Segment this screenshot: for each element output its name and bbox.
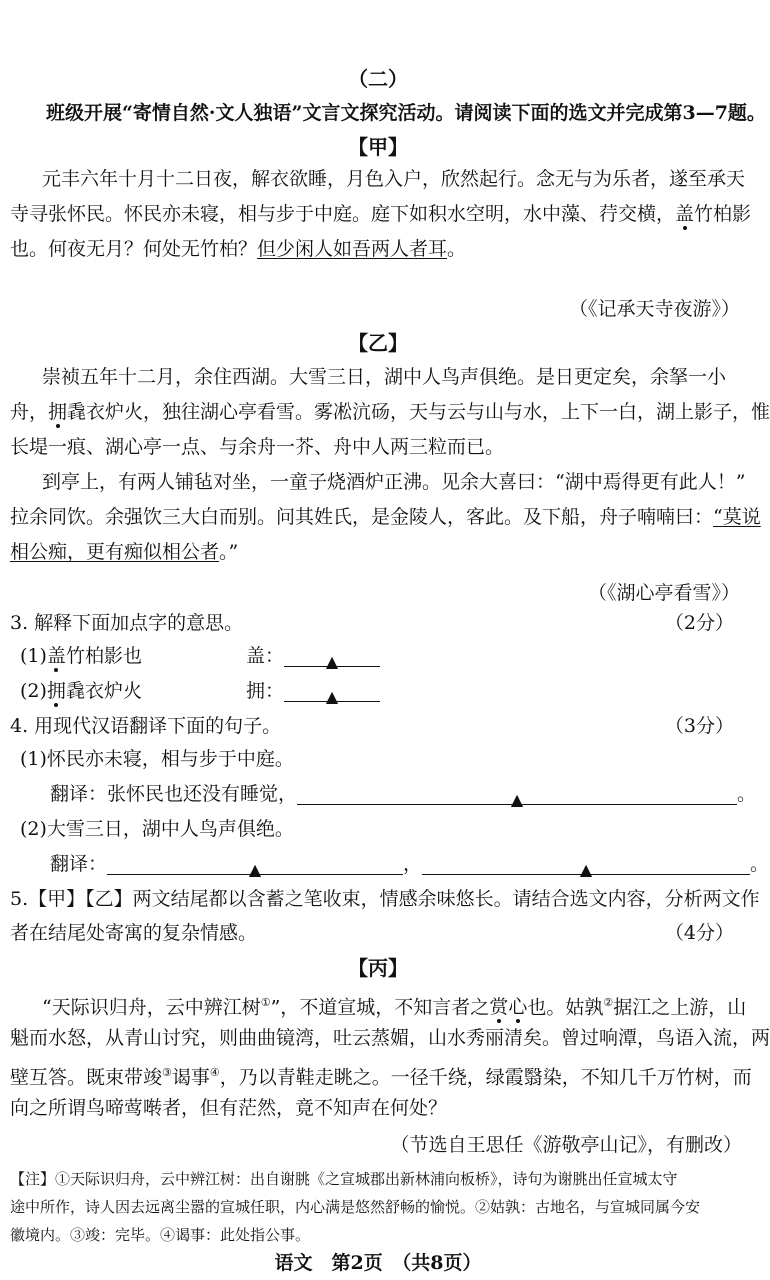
bing-line-3: 壁互答。既束带竣③谒事④，乃以青鞋走眺之。一径千绕，绿霞翳染，不知几千万竹树，而 [10, 1066, 752, 1089]
q4-item-2: (2)大雪三日，湖中人鸟声俱绝。 [20, 818, 294, 840]
q5-line-2: 者在结尾处寄寓的复杂情感。 （4分） [10, 922, 734, 944]
bing-line-4: 向之所谓鸟啼莺啭者，但有茫然，竟不知声在何处？ [10, 1097, 448, 1119]
bing-title: 【丙】 [348, 956, 408, 980]
yi-line-3: 长堤一痕、湖心亭一点、与余舟一芥、舟中人两三粒而已。 [10, 436, 505, 458]
note-line-3: 徽境内。③竣：完毕。④谒事：此处指公事。 [10, 1226, 311, 1244]
jia-source: （《记承天寺夜游》） [568, 298, 740, 320]
q4-stem: 4. 用现代汉语翻译下面的句子。 （3分） [10, 715, 734, 737]
bing-line-2: 魁而水怒，从青山讨究，则曲曲镜湾，吐云蒸媚，山水秀丽清矣。曾过响潭，鸟语入流，两 [10, 1027, 770, 1049]
q5-points: （4分） [664, 922, 734, 944]
q4-translate-1: 翻译：张怀民也还没有睡觉， ▲ 。 [50, 783, 757, 809]
section-title: （二） [348, 67, 408, 91]
yi-source: （《湖心亭看雪》） [587, 582, 740, 604]
q3-item-2: (2)拥毳衣炉火 拥： ▲ [20, 678, 756, 704]
q4-points: （3分） [664, 715, 734, 737]
q3-answer-blank-2[interactable]: ▲ [284, 683, 380, 702]
bing-line-1: “天际识归舟，云中辨江树①”，不道宣城，不知言者之赏心也。姑孰②据江之上游，山 [42, 996, 747, 1019]
dotted-char-gai: 盖 [675, 203, 695, 225]
jia-line-2: 寺寻张怀民。怀民亦未寝，相与步于中庭。庭下如积水空明，水中藻、荇交横，盖竹柏影 [10, 203, 752, 225]
underlined-sentence-jia: 但少闲人如吾两人者耳 [257, 238, 448, 260]
intro-text: 班级开展“寄情自然·文人独语”文言文探究活动。请阅读下面的选文并完成第3—7题。 [46, 102, 766, 124]
yi-line-4: 到亭上，有两人铺毡对坐，一童子烧酒炉正沸。见余大喜曰：“湖中焉得更有此人！” [42, 471, 746, 493]
dotted-char-yong: 拥 [48, 401, 68, 423]
underlined-sentence-yi-a: “莫说 [713, 506, 761, 528]
q4-translate-2: 翻译： ▲ ， ▲ 。 [50, 853, 770, 879]
yi-line-6: 相公痴，更有痴似相公者。” [10, 541, 239, 563]
q3-item-1: (1)盖竹柏影也 盖： ▲ [20, 643, 756, 669]
q4-item-1: (1)怀民亦未寝，相与步于中庭。 [20, 748, 294, 770]
q3-stem: 3. 解释下面加点字的意思。 （2分） [10, 612, 734, 634]
note-line-2: 途中所作，诗人因去远离尘嚣的宣城任职，内心满是悠然舒畅的愉悦。②姑孰：古地名，与宣城同属今安 [10, 1198, 701, 1216]
jia-line-1: 元丰六年十月十二日夜，解衣欲睡，月色入户，欣然起行。念无与为乐者，遂至承天 [42, 168, 746, 190]
jia-line-3: 也。何夜无月？何处无竹柏？但少闲人如吾两人者耳。 [10, 238, 467, 260]
q5-line-1: 5.【甲】【乙】两文结尾都以含蓄之笔收束，情感余味悠长。请结合选文内容，分析两文作 [10, 888, 760, 910]
yi-line-5: 拉余同饮。余强饮三大白而别。问其姓氏，是金陵人，客此。及下船，舟子喃喃曰：“莫说 [10, 506, 761, 528]
q4-answer-blank-1[interactable]: ▲ [297, 786, 737, 805]
q3-dotted-yong: 拥 [46, 680, 66, 702]
dotted-char-shang: 赏 [489, 996, 509, 1019]
underlined-sentence-yi-b: 相公痴，更有痴似相公者 [10, 541, 220, 563]
page-footer: 语文 第2页 （共8页） [274, 1252, 482, 1274]
q4-answer-blank-2b[interactable]: ▲ [422, 856, 750, 875]
jia-title: 【甲】 [348, 135, 408, 159]
bing-source: （节选自王思任《游敬亭山记》，有删改） [390, 1134, 742, 1156]
dotted-char-xin: 心 [508, 996, 528, 1019]
yi-line-1: 崇祯五年十二月，余住西湖。大雪三日，湖中人鸟声俱绝。是日更定矣，余拏一小 [42, 366, 727, 388]
q3-answer-blank-1[interactable]: ▲ [284, 648, 380, 667]
q3-dotted-gai: 盖 [46, 645, 66, 667]
q3-points: （2分） [664, 612, 734, 634]
yi-title: 【乙】 [348, 331, 408, 355]
note-line-1: 【注】①天际识归舟，云中辨江树：出自谢朓《之宣城郡出新林浦向板桥》，诗句为谢朓出任宣城太守 [10, 1170, 678, 1188]
q4-answer-blank-2a[interactable]: ▲ [107, 856, 403, 875]
yi-line-2: 舟，拥毳衣炉火，独往湖心亭看雪。雾凇沆砀，天与云与山与水，上下一白，湖上影子，惟 [10, 401, 770, 423]
